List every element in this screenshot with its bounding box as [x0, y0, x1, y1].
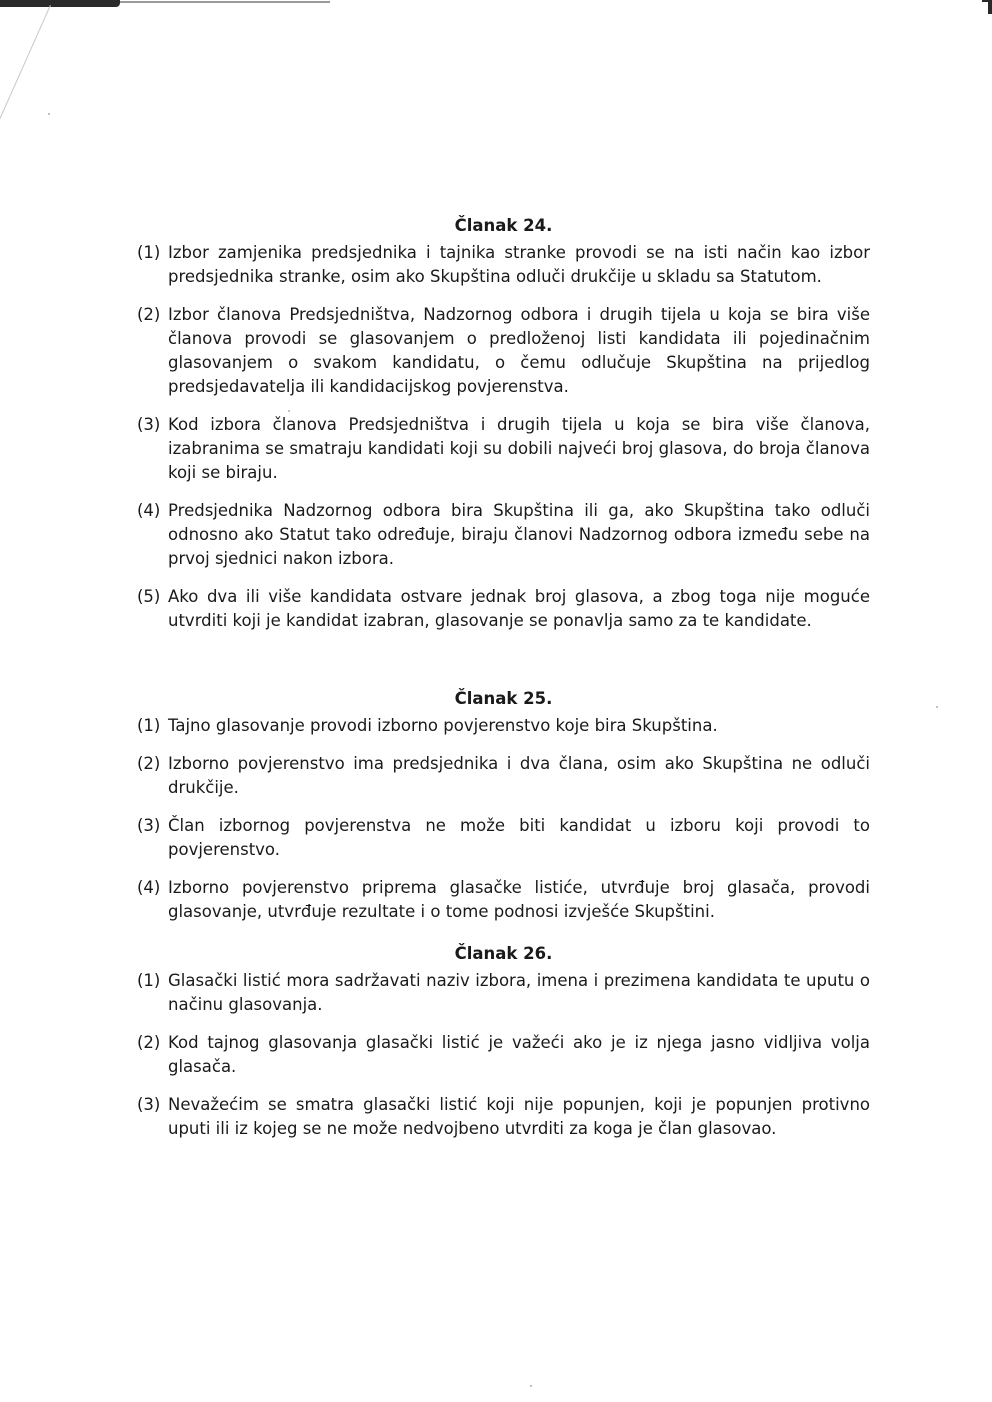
paragraph — [137, 969, 870, 1017]
paragraph-text: Izbor zamjenika predsjednika i tajnika stranke provodi se na isti način kao izbor predsjednika stranke, osim ako Skupština odluči drukčije u skladu sa Statutom. — [168, 243, 870, 286]
scan-fold-line — [0, 5, 51, 225]
paragraph-text: Izbor članova Predsjedništva, Nadzornog odbora i drugih tijela u koja se bira više članova provodi se glasovanjem o predloženoj listi kandidata ili pojedinačnim glasovanjem o svakom kandidatu, o čemu odlučuje Skupština na prijedlog predsjedavatelja ili kandidacijskog povjerenstva. — [168, 305, 870, 396]
article-heading: Članak 26. — [454, 944, 553, 963]
paragraph-text: Kod tajnog glasovanja glasački listić je važeći ako je iz njega jasno vidljiva volja glasača. — [168, 1033, 870, 1076]
paragraph — [137, 752, 870, 800]
paragraph-number: (3) — [137, 816, 161, 835]
paragraph-number: (5) — [137, 587, 161, 606]
paragraph-number: (1) — [137, 243, 161, 262]
article-26 — [137, 942, 870, 1141]
spacer — [137, 647, 870, 687]
paragraph-text: Član izbornog povjerenstva ne može biti kandidat u izboru koji provodi to povjerenstvo. — [168, 816, 870, 859]
paragraph-text: Predsjednika Nadzornog odbora bira Skupština ili ga, ako Skupština tako odluči odnosno ako Statut tako određuje, biraju članovi Nadzornog odbora između sebe na prvoj sjednici nakon izbora. — [168, 501, 870, 568]
paragraph-text: Glasački listić mora sadržavati naziv izbora, imena i prezimena kandidata te uputu o načinu glasovanja. — [168, 971, 870, 1014]
paragraph-number: (1) — [137, 716, 161, 735]
scan-speck — [936, 706, 938, 708]
paragraph-number: (2) — [137, 754, 161, 773]
scan-corner-mark — [988, 0, 992, 14]
paragraph-number: (1) — [137, 971, 161, 990]
paragraph — [137, 303, 870, 399]
scan-edge-mark — [0, 0, 120, 7]
paragraph-number: (4) — [137, 878, 161, 897]
paragraph-text: Kod izbora članova Predsjedništva i drugih tijela u koja se bira više članova, izabranima se smatraju kandidati koji su dobili najveći broj glasova, do broja članova koji se biraju. — [168, 415, 870, 482]
paragraph — [137, 1031, 870, 1079]
paragraph-text: Ako dva ili više kandidata ostvare jednak broj glasova, a zbog toga nije moguće utvrditi koji je kandidat izabran, glasovanje se ponavlja samo za te kandidate. — [168, 587, 870, 630]
scan-speck — [48, 113, 50, 115]
paragraph-number: (3) — [137, 415, 161, 434]
article-25 — [137, 687, 870, 924]
paragraph-text: Nevažećim se smatra glasački listić koji nije popunjen, koji je popunjen protivno uputi ili iz kojeg se ne može nedvojbeno utvrditi za koga je član glasovao. — [168, 1095, 870, 1138]
paragraph — [137, 585, 870, 633]
paragraph — [137, 876, 870, 924]
paragraph-number: (3) — [137, 1095, 161, 1114]
paragraph-text: Tajno glasovanje provodi izborno povjerenstvo koje bira Skupština. — [168, 716, 718, 735]
article-24 — [137, 214, 870, 633]
paragraph-number: (2) — [137, 1033, 161, 1052]
paragraph — [137, 413, 870, 485]
article-heading: Članak 24. — [454, 216, 553, 235]
scan-speck — [530, 1385, 532, 1387]
paragraph-text: Izborno povjerenstvo priprema glasačke listiće, utvrđuje broj glasača, provodi glasovanje, utvrđuje rezultate i o tome podnosi izvješće Skupštini. — [168, 878, 870, 921]
document-body — [137, 214, 870, 1155]
paragraph — [137, 714, 870, 738]
paragraph — [137, 814, 870, 862]
article-heading: Članak 25. — [454, 689, 553, 708]
scan-corner-mark-horizontal — [982, 0, 992, 2]
paragraph-number: (2) — [137, 305, 161, 324]
paragraph — [137, 241, 870, 289]
scan-edge-line — [120, 1, 330, 3]
paragraph-text: Izborno povjerenstvo ima predsjednika i dva člana, osim ako Skupština ne odluči drukčije. — [168, 754, 870, 797]
paragraph-number: (4) — [137, 501, 161, 520]
paragraph — [137, 1093, 870, 1141]
paragraph — [137, 499, 870, 571]
